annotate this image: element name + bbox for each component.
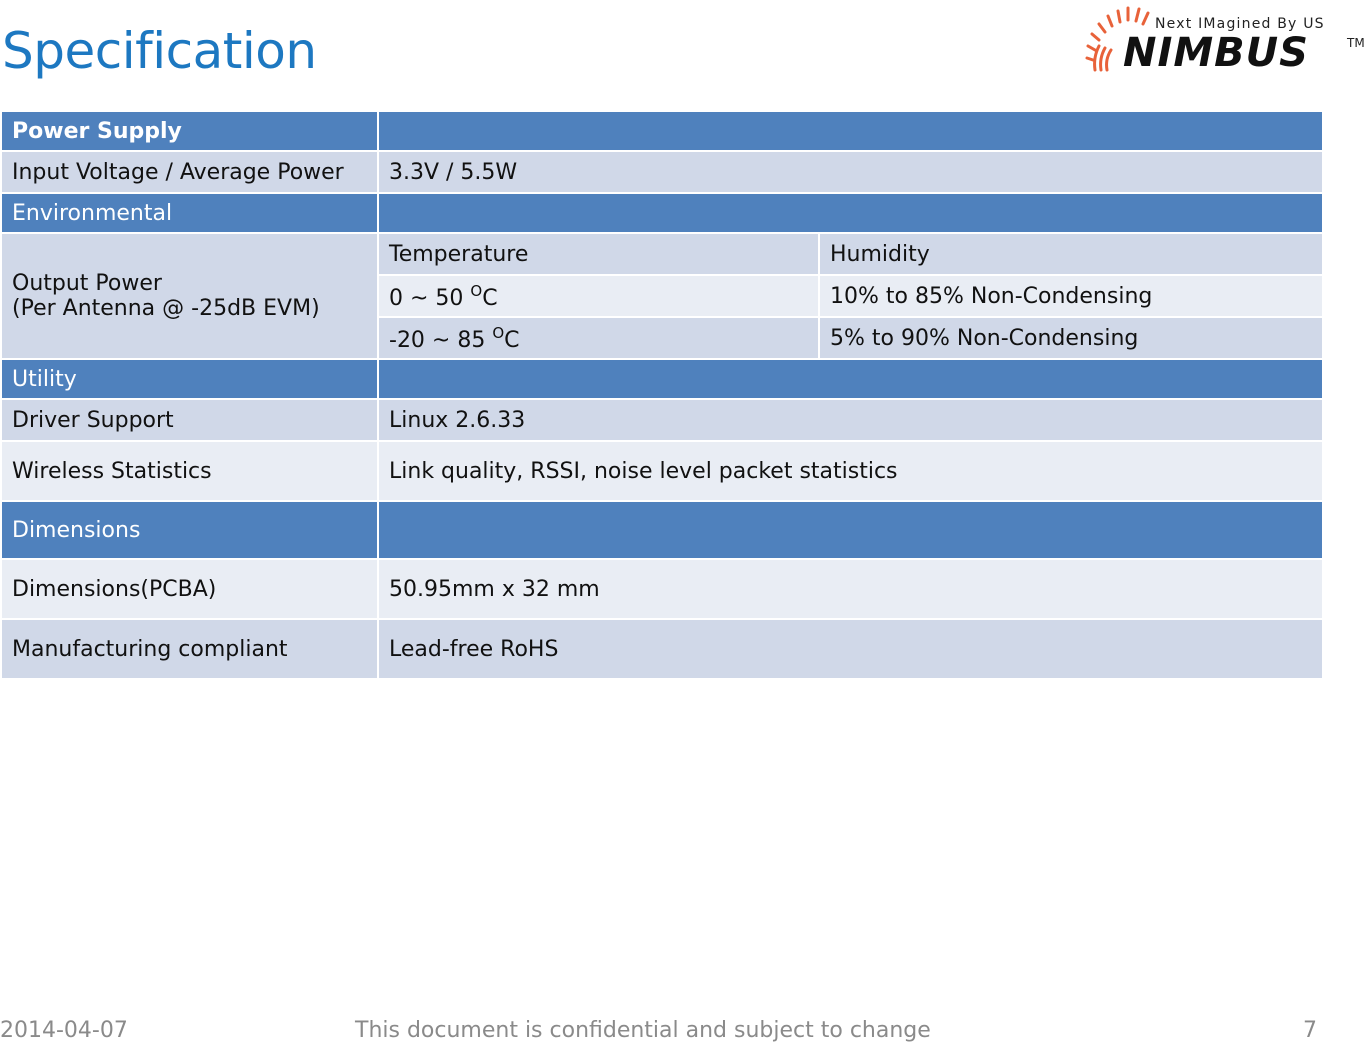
row-value: Linux 2.6.33 bbox=[378, 399, 1323, 441]
section-header-dimensions bbox=[1, 501, 1323, 559]
section-header-fill bbox=[378, 111, 1323, 151]
row-label: Driver Support bbox=[1, 399, 378, 441]
section-title: Utility bbox=[1, 359, 378, 399]
column-header-temperature: Temperature bbox=[378, 233, 819, 275]
table-row bbox=[1, 233, 1323, 275]
section-header-power-supply bbox=[1, 111, 1323, 151]
table-row bbox=[1, 151, 1323, 193]
output-power-line2: (Per Antenna @ -25dB EVM) bbox=[12, 296, 320, 321]
row-label: Dimensions(PCBA) bbox=[1, 559, 378, 619]
row-value: Lead-free RoHS bbox=[378, 619, 1323, 679]
nimbus-logo bbox=[1085, 0, 1367, 80]
section-header-fill bbox=[378, 359, 1323, 399]
temperature-range: -20 ~ 85 $^O$C bbox=[378, 317, 819, 359]
section-header-fill bbox=[378, 193, 1323, 233]
page-title: Specification bbox=[2, 22, 317, 80]
section-header-fill bbox=[378, 501, 1323, 559]
output-power-label bbox=[1, 233, 378, 359]
row-value: Link quality, RSSI, noise level packet statistics bbox=[378, 441, 1323, 501]
row-value: 50.95mm x 32 mm bbox=[378, 559, 1323, 619]
table-row bbox=[1, 441, 1323, 501]
section-title: Dimensions bbox=[1, 501, 378, 559]
humidity-range: 10% to 85% Non-Condensing bbox=[819, 275, 1323, 317]
section-title: Power Supply bbox=[1, 111, 378, 151]
row-label: Input Voltage / Average Power bbox=[1, 151, 378, 193]
logo-wordmark: NIMBUS bbox=[1123, 30, 1309, 76]
humidity-range: 5% to 90% Non-Condensing bbox=[819, 317, 1323, 359]
section-header-utility bbox=[1, 359, 1323, 399]
table-row bbox=[1, 559, 1323, 619]
column-header-humidity: Humidity bbox=[819, 233, 1323, 275]
row-label: Manufacturing compliant bbox=[1, 619, 378, 679]
logo-trademark: TM bbox=[1347, 36, 1365, 50]
footer-date: 2014-04-07 bbox=[0, 1018, 128, 1043]
row-label: Wireless Statistics bbox=[1, 441, 378, 501]
table-row bbox=[1, 399, 1323, 441]
temperature-range: 0 ~ 50 $^O$C bbox=[378, 275, 819, 317]
section-title: Environmental bbox=[1, 193, 378, 233]
footer-page-number: 7 bbox=[1303, 1018, 1317, 1043]
logo-tagline: Next IMagined By US bbox=[1155, 16, 1325, 32]
footer-notice: This document is confidential and subject to change bbox=[355, 1018, 931, 1043]
section-header-environmental bbox=[1, 193, 1323, 233]
row-value: 3.3V / 5.5W bbox=[378, 151, 1323, 193]
specification-table bbox=[0, 110, 1324, 680]
table-row bbox=[1, 619, 1323, 679]
output-power-line1: Output Power bbox=[12, 271, 162, 296]
